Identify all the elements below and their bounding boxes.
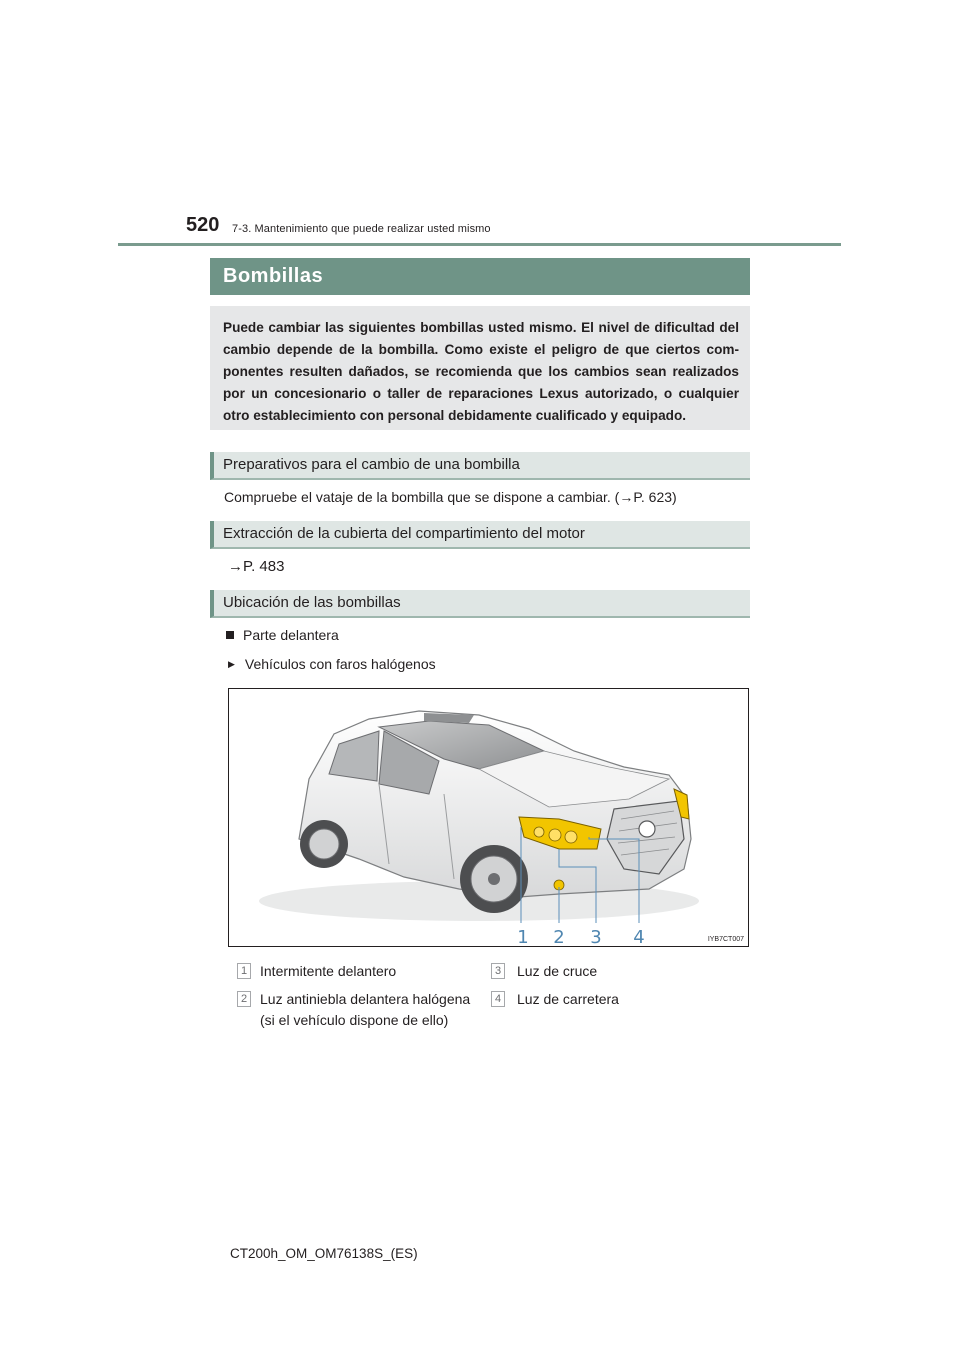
triangle-bullet-icon: ▶ (228, 659, 235, 669)
heading-preparativos: Preparativos para el cambio de una bombilla (210, 452, 750, 480)
callout-3: 3 (590, 927, 602, 946)
legend-item-2 (237, 989, 487, 1033)
legend-item-3 (491, 961, 691, 983)
variant-label (228, 656, 436, 672)
legend-number: 1 (237, 963, 251, 979)
legend-number: 4 (491, 991, 505, 1007)
legend-text: Intermitente delantero (260, 963, 397, 979)
callout-2: 2 (553, 927, 565, 946)
header-rule (118, 243, 841, 246)
intro-box: Puede cambiar las siguientes bombillas usted mismo. El nivel de dificultad del cambio depende de la bombilla. Como existe el peligro de que ciertos com-ponentes resulten dañados, se recomienda que los cambios sean realizados por un concesionario o taller de reparaciones Lexus autorizado, o cualquier otro establecimiento con personal debidamente cualificado y equipado. (210, 306, 750, 430)
car-drawing (229, 689, 748, 946)
document-code: CT200h_OM_OM76138S_(ES) (230, 1246, 418, 1261)
car-illustration (228, 688, 749, 947)
legend-text: Luz de cruce (517, 963, 598, 979)
subtitle-text: Parte delantera (243, 627, 339, 643)
lexus-logo-icon (639, 821, 655, 837)
prep-text: Compruebe el vataje de la bombilla que se dispone a cambiar. (→P. 623) (224, 489, 677, 505)
cover-page-ref: →P. 483 (228, 558, 285, 575)
legend-number: 2 (237, 991, 251, 1007)
legend-text-note: (si el vehículo dispone de ello) (260, 1012, 449, 1028)
square-bullet-icon (226, 631, 234, 639)
legend-text: Luz de carretera (517, 991, 619, 1007)
legend-number: 3 (491, 963, 505, 979)
heading-extraccion: Extracción de la cubierta del compartimiento del motor (210, 521, 750, 549)
callout-1: 1 (517, 927, 529, 946)
front-wheel (460, 845, 528, 913)
callout-4: 4 (633, 927, 645, 946)
section-title: 7-3. Mantenimiento que puede realizar usted mismo (232, 223, 491, 235)
subtitle-parte-delantera (226, 627, 339, 643)
legend-text: Luz antiniebla delantera halógena (260, 991, 471, 1007)
rear-wheel (300, 820, 348, 868)
figure-code: IYB7CT007 (707, 936, 744, 943)
page-title: Bombillas (210, 258, 750, 295)
legend-item-1 (237, 961, 477, 983)
variant-text: Vehículos con faros halógenos (244, 656, 436, 672)
heading-ubicacion: Ubicación de las bombillas (210, 590, 750, 618)
page-number: 520 (186, 214, 220, 236)
legend-item-4 (491, 989, 691, 1011)
